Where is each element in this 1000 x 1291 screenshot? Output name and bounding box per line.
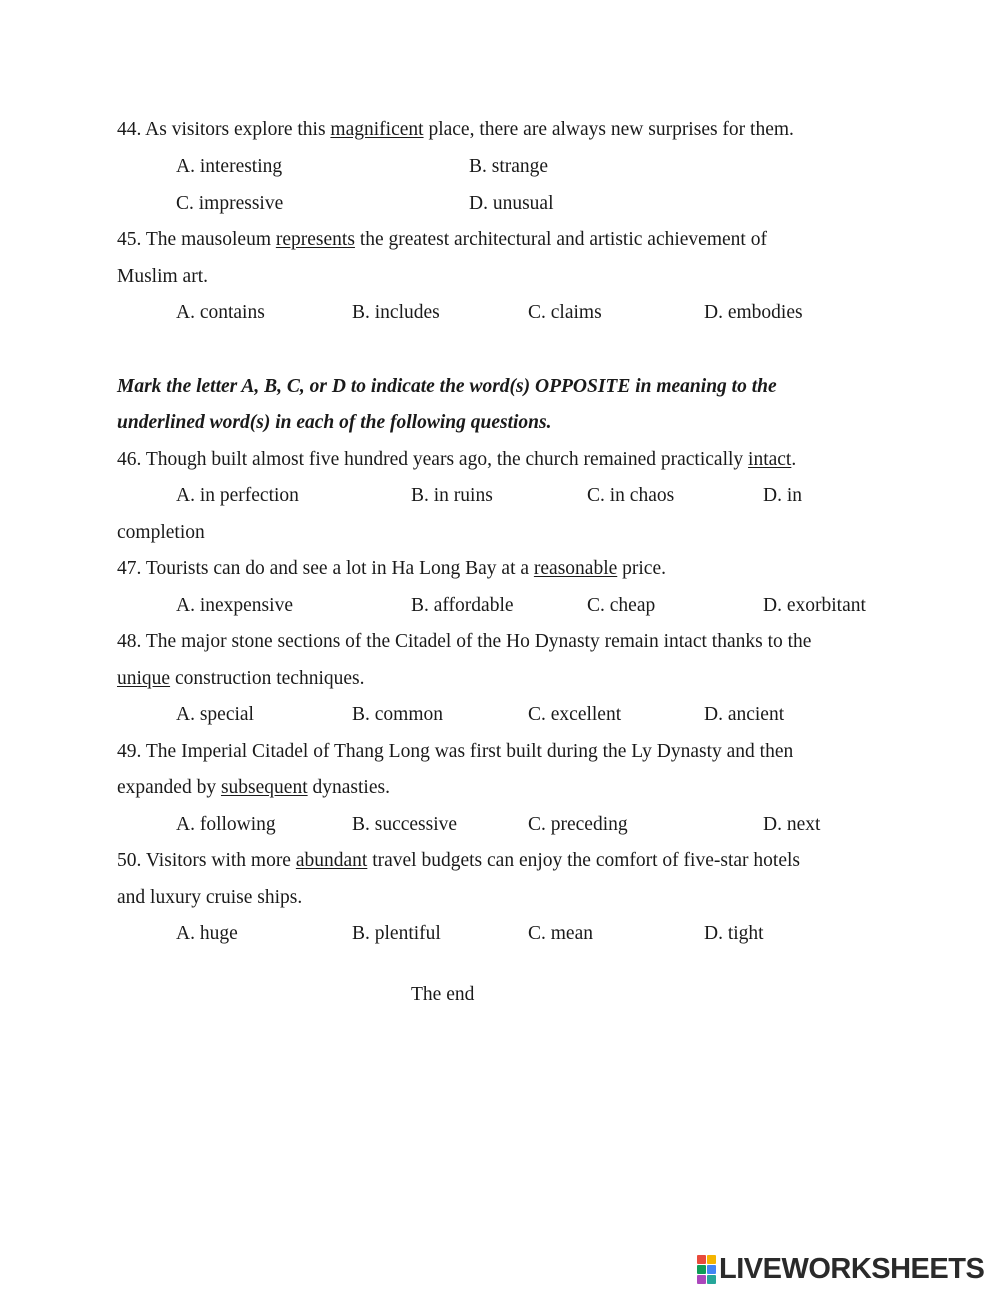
q48-option-c: C. excellent [528, 704, 622, 725]
q50-option-d: D. tight [704, 923, 764, 944]
underlined-word: magnificent [330, 119, 424, 140]
question-50-stem-cont: and luxury cruise ships. [117, 887, 303, 908]
question-49-stem: 49. The Imperial Citadel of Thang Long was first built during the Ly Dynasty and then [117, 741, 794, 762]
q47-option-d: D. exorbitant [763, 595, 866, 616]
q44-option-a: A. interesting [176, 156, 283, 177]
q46-option-b: B. in ruins [411, 485, 493, 506]
q48-option-a: A. special [176, 704, 254, 725]
q46-option-d: D. in [763, 485, 802, 506]
q50-option-c: C. mean [528, 923, 593, 944]
question-48-stem-cont: unique construction techniques. [117, 668, 365, 689]
question-44-stem: 44. As visitors explore this magnificent place, there are always new surprises for them. [117, 119, 794, 140]
q45-option-c: C. claims [528, 302, 602, 323]
q49-option-b: B. successive [352, 814, 458, 835]
underlined-word: unique [117, 668, 171, 689]
question-47-stem: 47. Tourists can do and see a lot in Ha Long Bay at a reasonable price. [117, 558, 666, 579]
question-49-stem-cont: expanded by subsequent dynasties. [117, 777, 390, 798]
q50-option-b: B. plentiful [352, 923, 441, 944]
instruction-line-2: underlined word(s) in each of the following questions. [117, 412, 552, 433]
end-text: The end [411, 984, 475, 1005]
underlined-word: reasonable [533, 558, 618, 579]
q47-option-a: A. inexpensive [176, 595, 293, 616]
question-46-stem: 46. Though built almost five hundred years ago, the church remained practically intact. [117, 449, 797, 470]
question-50-stem: 50. Visitors with more abundant travel budgets can enjoy the comfort of five-star hotels [117, 850, 800, 871]
q46-option-c: C. in chaos [587, 485, 675, 506]
q49-option-c: C. preceding [528, 814, 628, 835]
q49-option-a: A. following [176, 814, 276, 835]
logo-text: LIVEWORKSHEETS [719, 1252, 985, 1285]
question-48-stem: 48. The major stone sections of the Citadel of the Ho Dynasty remain intact thanks to the [117, 631, 812, 652]
underlined-word: subsequent [220, 777, 308, 798]
question-45-stem: 45. The mausoleum represents the greatest architectural and artistic achievement of [117, 229, 767, 250]
question-45-stem-cont: Muslim art. [117, 266, 208, 287]
instruction-line-1: Mark the letter A, B, C, or D to indicate the word(s) OPPOSITE in meaning to the [117, 376, 777, 397]
q45-option-a: A. contains [176, 302, 265, 323]
q47-option-b: B. affordable [411, 595, 514, 616]
q50-option-a: A. huge [176, 923, 238, 944]
q45-option-b: B. includes [352, 302, 440, 323]
underlined-word: abundant [295, 850, 368, 871]
underlined-word: intact [748, 449, 792, 470]
q44-option-c: C. impressive [176, 193, 284, 214]
liveworksheets-logo [697, 1254, 984, 1284]
q48-option-d: D. ancient [704, 704, 785, 725]
q44-option-d: D. unusual [469, 193, 554, 214]
q47-option-c: C. cheap [587, 595, 656, 616]
q48-option-b: B. common [352, 704, 443, 725]
q46-option-d-wrap: completion [117, 522, 205, 543]
q46-option-a: A. in perfection [176, 485, 299, 506]
q45-option-d: D. embodies [704, 302, 803, 323]
logo-mark-icon [697, 1255, 716, 1284]
q49-option-d: D. next [763, 814, 821, 835]
q44-option-b: B. strange [469, 156, 549, 177]
underlined-word: represents [275, 229, 355, 250]
